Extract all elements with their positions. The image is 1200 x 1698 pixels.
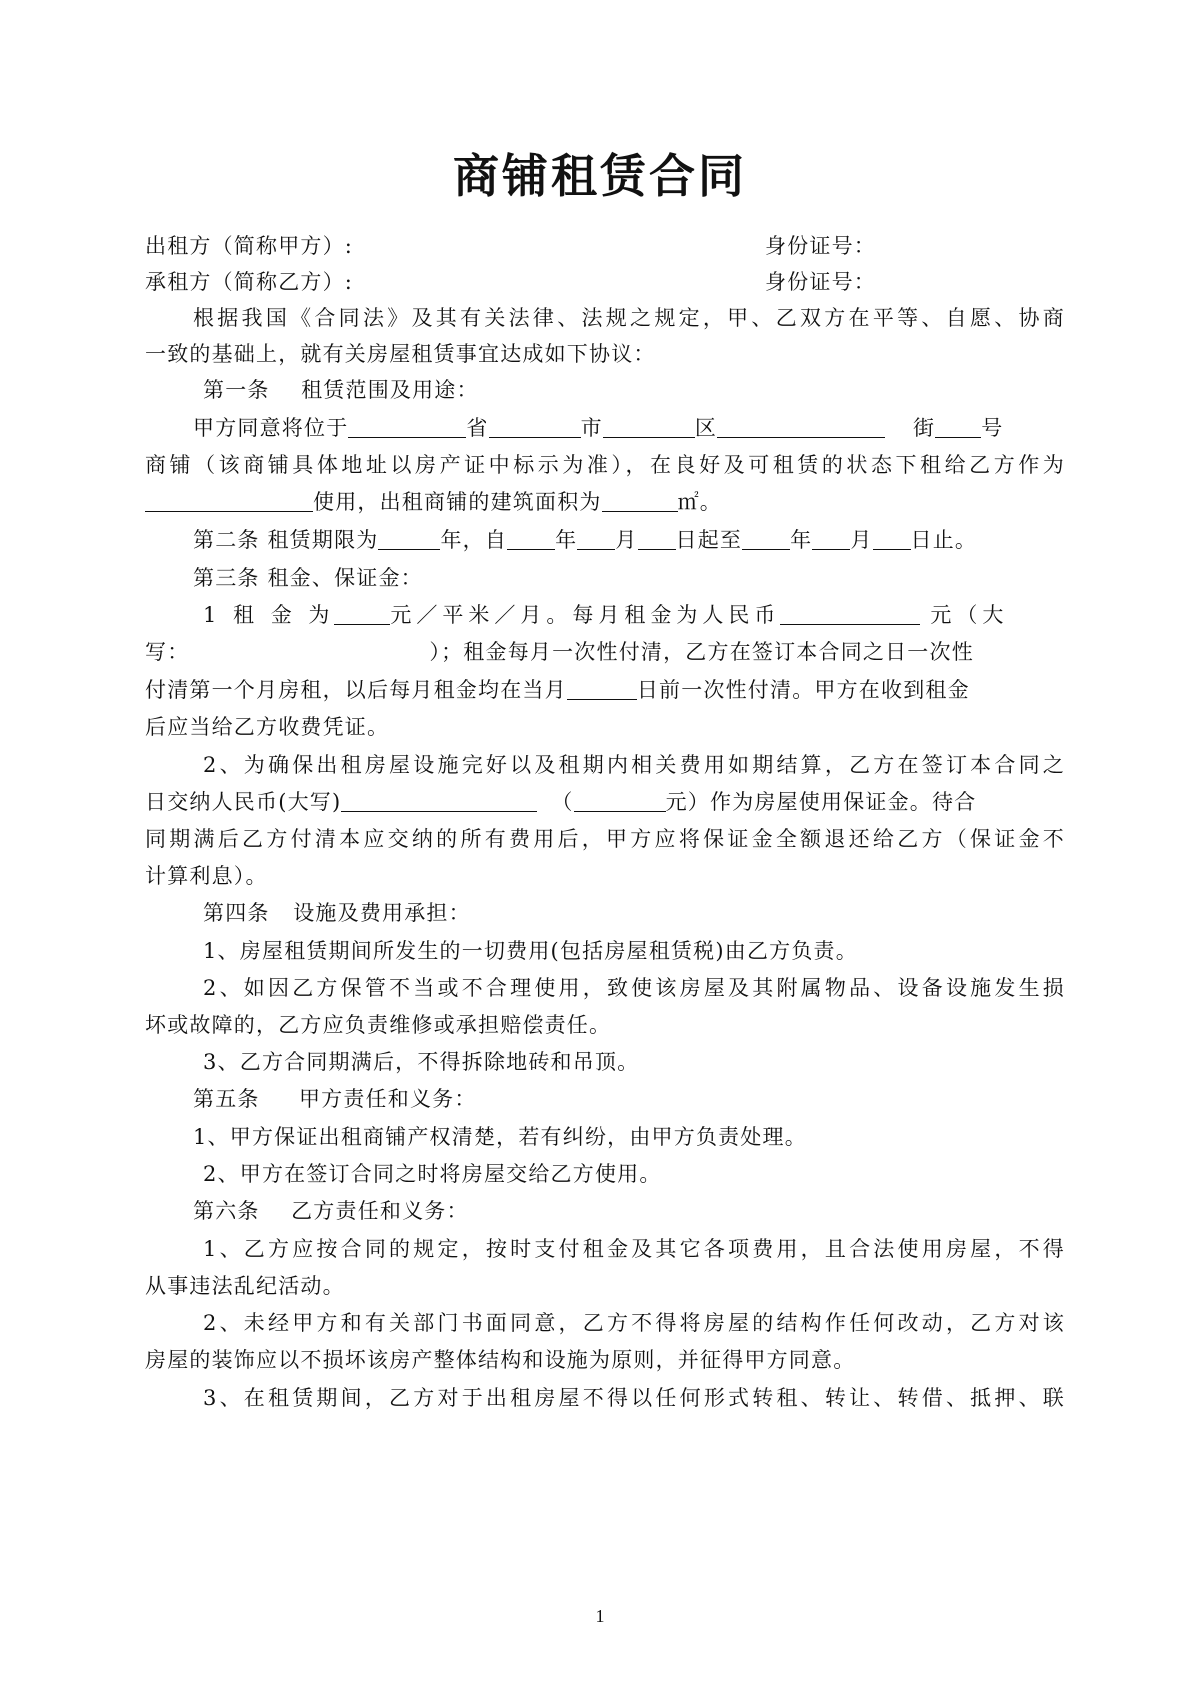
end-year-label: 年 <box>790 528 813 552</box>
lessor-id-label: 身份证号： <box>765 234 876 258</box>
city-label: 市 <box>580 416 603 440</box>
rent-unit-text: 元／平米／月。每月租金为人民币 <box>390 603 781 627</box>
article-3-line-1 <box>203 601 1123 629</box>
uppercase-label: 元（大 <box>930 603 1009 627</box>
lessee-id-label: 身份证号： <box>765 270 876 294</box>
end-month-blank <box>812 527 850 550</box>
article-6-item-2-cont: 房屋的装饰应以不损坏该房产整体结构和设施为原则，并征得甲方同意。 <box>145 1348 856 1372</box>
number-label: 号 <box>981 416 1004 440</box>
article-6-heading: 第六条 乙方责任和义务： <box>193 1199 469 1223</box>
rent-label: 1 租 金 为 <box>203 603 335 627</box>
from-label: 年，自 <box>440 528 508 552</box>
district-blank <box>603 415 695 438</box>
article-3-heading: 第三条 租金、保证金： <box>193 566 423 590</box>
province-blank <box>348 415 466 438</box>
lessor-line <box>145 232 1065 260</box>
end-day-label: 日止。 <box>910 528 978 552</box>
article-1-address-line <box>193 414 1113 442</box>
article-1-line-3 <box>145 488 1065 516</box>
article-6-item-2: 2、未经甲方和有关部门书面同意，乙方不得将房屋的结构作任何改动，乙方对该 <box>203 1311 1065 1335</box>
article-4-item-1: 1、房屋租赁期间所发生的一切费用(包括房屋租赁税)由乙方负责。 <box>203 939 858 963</box>
street-blank <box>717 415 885 438</box>
article-5-item-2: 2、甲方在签订合同之时将房屋交给乙方使用。 <box>203 1162 662 1186</box>
article-3-line-2 <box>145 638 1065 666</box>
article-6-item-1: 1、乙方应按合同的规定，按时支付租金及其它各项费用，且合法使用房屋，不得 <box>203 1237 1065 1261</box>
preamble-line-2: 一致的基础上，就有关房屋租赁事宜达成如下协议： <box>145 342 656 366</box>
deposit-line-3: 同期满后乙方付清本应交纳的所有费用后，甲方应将保证金全额退还给乙方（保证金不 <box>145 827 1065 851</box>
article-1-line-2: 商铺（该商铺具体地址以房产证中标示为准），在良好及可租赁的状态下租给乙方作为 <box>145 453 1065 477</box>
day-until-label: 日起至 <box>675 528 743 552</box>
lessor-label: 出租方（简称甲方）: <box>145 234 354 258</box>
article-5-heading: 第五条 甲方责任和义务： <box>193 1087 477 1111</box>
article-3-line-4: 后应当给乙方收费凭证。 <box>145 715 390 739</box>
preamble-line-1: 根据我国《合同法》及其有关法律、法规之规定，甲、乙双方在平等、自愿、协商 <box>193 306 1065 330</box>
end-day-blank <box>873 527 911 550</box>
start-year-blank <box>507 527 555 550</box>
deposit-number-blank <box>574 789 666 812</box>
article-2-prefix: 第二条 租赁期限为 <box>193 528 379 552</box>
page-number: 1 <box>595 1606 605 1626</box>
pay-day-blank <box>567 677 637 700</box>
address-prefix: 甲方同意将位于 <box>193 416 349 440</box>
deposit-line-2 <box>145 788 1065 816</box>
article-4-item-3: 3、乙方合同期满后，不得拆除地砖和吊顶。 <box>203 1050 640 1074</box>
article-4-item-2: 2、如因乙方保管不当或不合理使用，致使该房屋及其附属物品、设备设施发生损 <box>203 976 1065 1000</box>
monthly-rent-blank <box>780 602 920 625</box>
document-title: 商铺租赁合同 <box>453 149 747 203</box>
number-blank <box>935 415 981 438</box>
article-4-item-2-cont: 坏或故障的，乙方应负责维修或承担赔偿责任。 <box>145 1013 612 1037</box>
article-3-line-3 <box>145 676 1065 704</box>
deposit-line-4: 计算利息）。 <box>145 864 268 888</box>
deposit-amount-label: 日交纳人民币(大写) <box>145 790 342 814</box>
city-blank <box>489 415 581 438</box>
end-year-blank <box>742 527 790 550</box>
article-6-item-3: 3、在租赁期间，乙方对于出租房屋不得以任何形式转租、转让、转借、抵押、联 <box>203 1386 1065 1410</box>
month-label: 月 <box>615 528 638 552</box>
written-label: 写： <box>145 640 190 664</box>
open-paren: （ <box>551 790 574 814</box>
article-6-item-1-cont: 从事违法乱纪活动。 <box>145 1274 345 1298</box>
payment-text: ）；租金每月一次性付清，乙方在签订本合同之日一次性 <box>429 640 974 664</box>
pay-day-text-2: 日前一次性付清。甲方在收到租金 <box>636 678 970 702</box>
pay-day-text: 付清第一个月房租，以后每月租金均在当月 <box>145 678 567 702</box>
article-2-line <box>193 526 1113 554</box>
article-1-heading: 第一条 租赁范围及用途： <box>203 378 479 402</box>
deposit-written-blank <box>341 789 537 812</box>
start-month-blank <box>577 527 615 550</box>
street-label: 街 <box>913 416 936 440</box>
usage-blank <box>145 489 313 512</box>
usage-text: 使用，出租商铺的建筑面积为 <box>313 490 602 514</box>
deposit-text: 元）作为房屋使用保证金。待合 <box>665 790 977 814</box>
term-years-blank <box>378 527 440 550</box>
start-day-blank <box>638 527 676 550</box>
district-label: 区 <box>694 416 718 440</box>
area-blank <box>602 489 678 512</box>
article-5-item-1: 1、甲方保证出租商铺产权清楚，若有纠纷，由甲方负责处理。 <box>193 1125 807 1149</box>
lessee-line <box>145 268 1065 296</box>
article-4-heading: 第四条 设施及费用承担： <box>203 901 471 925</box>
area-unit: ㎡。 <box>677 490 723 514</box>
year-label: 年 <box>555 528 578 552</box>
rent-per-sqm-blank <box>334 602 390 625</box>
deposit-line-1: 2、为确保出租房屋设施完好以及租期内相关费用如期结算，乙方在签订本合同之 <box>203 753 1065 777</box>
lessee-label: 承租方（简称乙方）: <box>145 270 354 294</box>
end-month-label: 月 <box>850 528 873 552</box>
province-label: 省 <box>466 416 489 440</box>
